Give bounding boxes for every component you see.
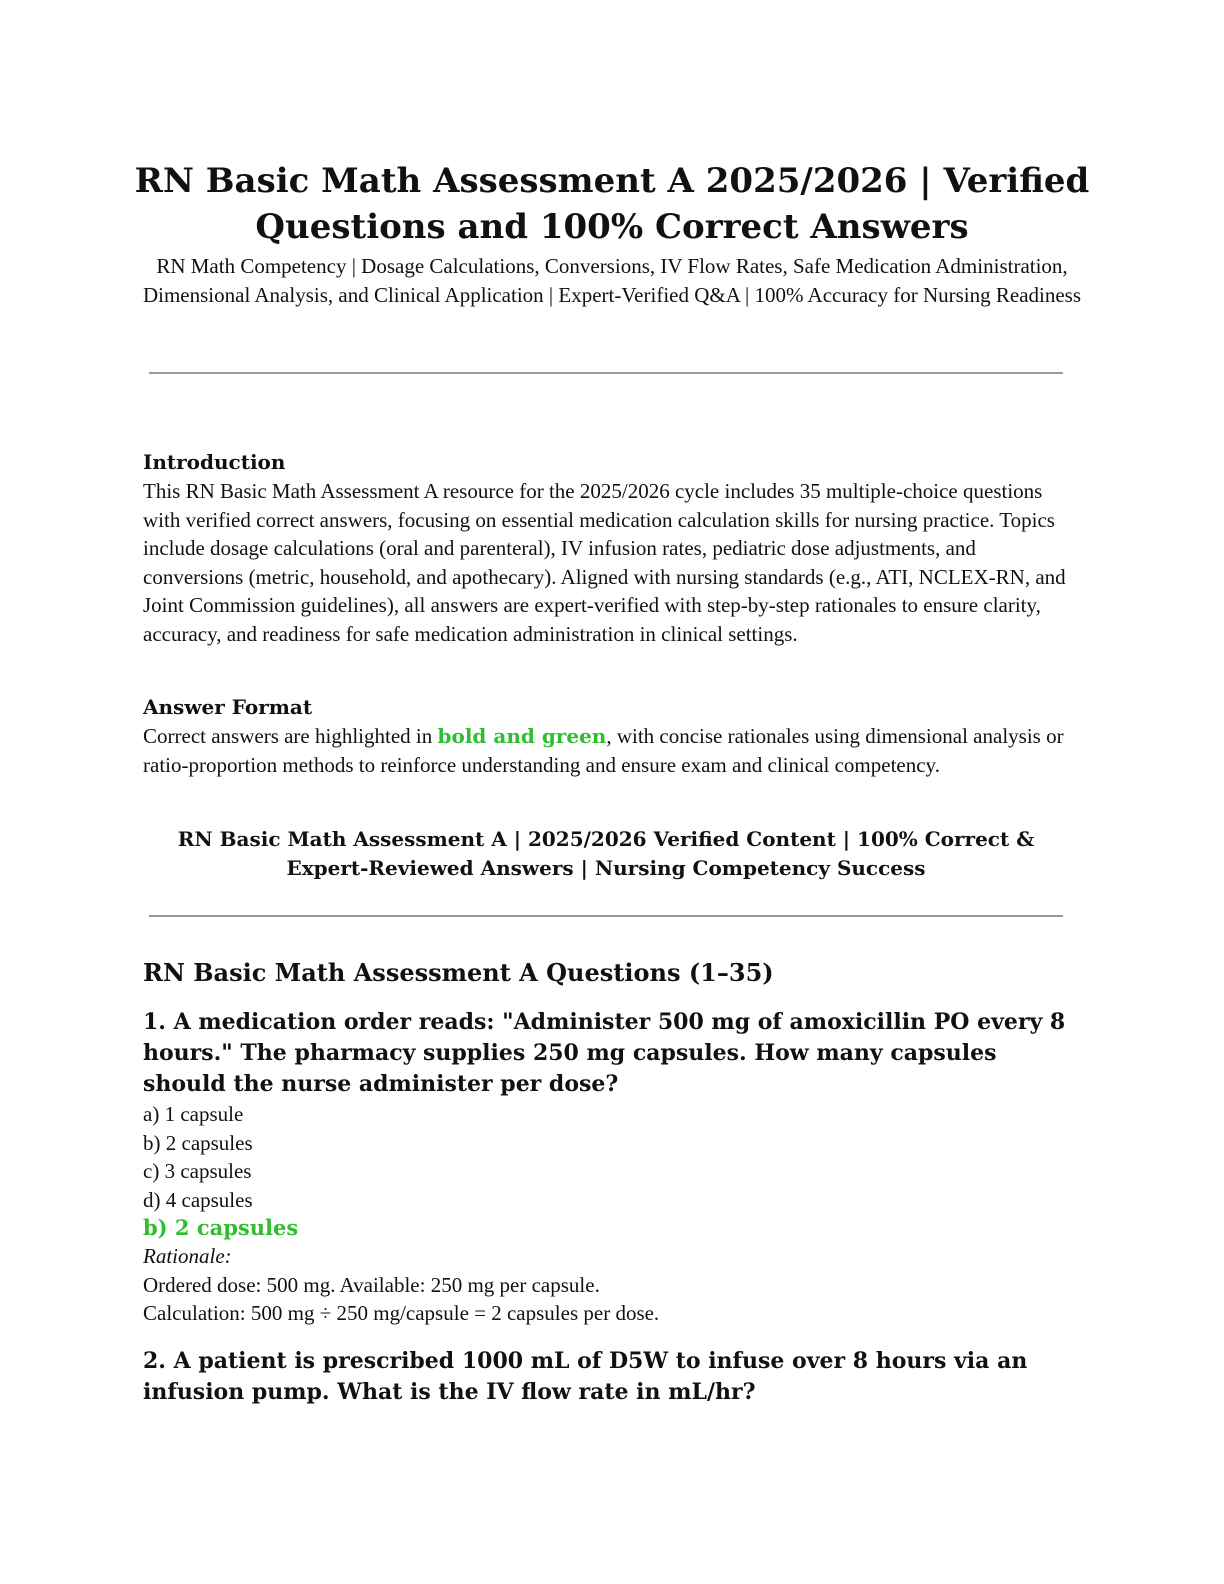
answer-format-text-before: Correct answers are highlighted in xyxy=(143,724,438,748)
questions-heading: RN Basic Math Assessment A Questions (1–35) xyxy=(143,958,774,987)
rationale-line-2: Calculation: 500 mg ÷ 250 mg/capsule = 2 capsules per dose. xyxy=(143,1301,660,1325)
option-a: a) 1 capsule xyxy=(143,1102,244,1126)
tagline: RN Basic Math Assessment A | 2025/2026 Verified Content | 100% Correct & Expert-Reviewed Answers | Nursing Competency Success xyxy=(177,827,1035,880)
correct-answer: b) 2 capsules xyxy=(143,1215,299,1240)
rationale-label: Rationale: xyxy=(143,1244,232,1268)
answer-format-heading: Answer Format xyxy=(143,695,313,719)
document-subtitle: RN Math Competency | Dosage Calculations, Conversions, IV Flow Rates, Safe Medication Administration, Dimensional Analysis, and Clinical Application | Expert-Verified Q&A | 100% Accuracy for Nursing Readiness xyxy=(142,254,1082,307)
introduction-text: This RN Basic Math Assessment A resource for the 2025/2026 cycle includes 35 multiple-choice questions with verified correct answers, focusing on essential medication calculation skills for nursing practice. Topics include dosage calculations (oral and parenteral), IV infusion rates, pediatric dose adjustments, and conversions (metric, household, and apothecary). Aligned with nursing standards (e.g., ATI, NCLEX-RN, and Joint Commission guidelines), all answers are expert-verified with step-by-step rationales to ensure clarity, accuracy, and readiness for safe medication administration in clinical settings. xyxy=(143,479,1066,646)
question-1-options xyxy=(143,1100,253,1214)
option-d: d) 4 capsules xyxy=(143,1187,253,1212)
option-b: b) 2 capsules xyxy=(143,1130,253,1155)
option-c: c) 3 capsules xyxy=(143,1159,252,1183)
rationale-line-1: Ordered dose: 500 mg. Available: 250 mg per capsule. xyxy=(143,1273,600,1297)
question-2: 2. A patient is prescribed 1000 mL of D5W to infuse over 8 hours via an infusion pump. What is the IV flow rate in mL/hr? xyxy=(143,1348,1028,1405)
answer-format-highlight: bold and green xyxy=(437,724,607,748)
introduction-heading: Introduction xyxy=(143,450,286,474)
document-title: RN Basic Math Assessment A 2025/2026 | Verified Questions and 100% Correct Answers xyxy=(134,161,1090,247)
answer-format-text xyxy=(143,722,1073,779)
answer-format-text-after: , with concise rationales using dimensional analysis or ratio-proportion methods to reinforce understanding and ensure exam and clinical competency. xyxy=(143,724,1064,777)
horizontal-divider xyxy=(149,372,1063,374)
horizontal-divider xyxy=(149,915,1063,917)
question-1: 1. A medication order reads: "Administer 500 mg of amoxicillin PO every 8 hours." The pharmacy supplies 250 mg capsules. How many capsules should the nurse administer per dose? xyxy=(143,1009,1066,1097)
